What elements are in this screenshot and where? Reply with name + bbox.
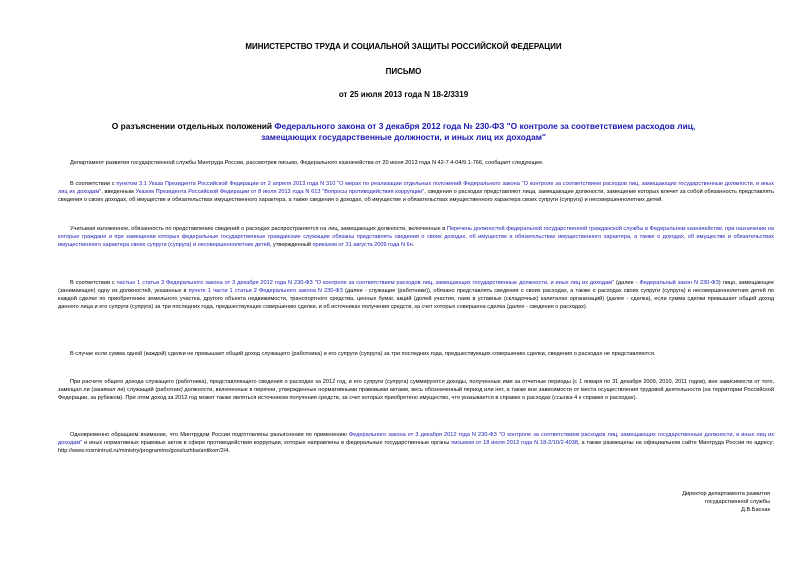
document-title	[95, 121, 712, 143]
signature-name: Д.В.Баснак	[741, 507, 770, 513]
p4-text-1: В соответствии с	[70, 280, 117, 286]
p4-text-4: (далее - служащие (работники)), обязано представлять сведения о своих расходах, а также о расходах своих супруги (супруга) и несовершеннолетних детей по каждой сделке по приобретению земельного участка, другого объекта недвижимости, транспортного средства, ценных бумаг, акций (долей участия, паев в уставных (складочных) капиталах организаций) (далее - сделка), если сумма сделки превышает общий доход данного лица и его супруги (супруга) за три последних года, предшествующих совершению сделки, и об источниках получения средств, за счет которых совершена сделка (далее - сведения о расходах).	[58, 288, 774, 310]
paragraph-7	[58, 431, 774, 455]
p2-decree-613-link[interactable]: Указом Президента Российской Федерации от 8 июля 2013 года N 613 "Вопросы противодействия коррупции"	[135, 189, 425, 195]
title-text: О разъяснении отдельных положений	[111, 121, 275, 131]
p2-text-1: В соответствии с	[70, 181, 117, 187]
paragraph-2	[58, 180, 774, 204]
paragraph-1-text: Департамент развития государственной службы Минтруда России, рассмотрев письмо, Федерального казначейства от 20 июня 2013 года N 42-7.4-04/9.1-766, сообщает следующее.	[70, 160, 544, 166]
signature-block	[570, 490, 770, 514]
p3-positions-list-link[interactable]: Перечень должностей федеральной государственной гражданской службы в Федеральном казначействе, при назначении на которые граждане и при замещении которых федеральные государственные гражданские служащие обязаны представлять сведения о своих доходах, об имуществе и обязательствах имущественного характера, а также о доходах, об имуществе и обязательствах имущественного характера своих супруги (супруга) и несовершеннолетних детей	[58, 226, 774, 248]
p4-article-3-link[interactable]: частью 1 статьи 3 Федерального закона от 3 декабря 2012 года N 230-ФЗ "О контроле за соответствием расходов лиц, замещающих государственные должности, и иных лиц их доходам"	[116, 280, 615, 286]
signature-department: государственной службы	[704, 499, 770, 505]
p3-order-link[interactable]: приказом от 31 августа 2009 года N 6н	[312, 242, 413, 248]
p3-text-1: Учитывая изложенное, обязанность по представлению сведений о расходах распространяется на лиц, замещающих должности, включенные в	[70, 226, 447, 232]
paragraph-5	[58, 350, 774, 358]
p2-decree-310-link[interactable]: пунктом 3.1 Указа Президента Российской Федерации от 2 апреля 2013 года N 310 "О мерах по реализации отдельных положений Федерального закона "О контроле за соответствием расходов лиц, замещающих государственные должности, и иных лиц их доходам"	[58, 181, 774, 195]
p7-text-3: , а также размещены на официальном сайте Минтруда России по адресу: http://www.rosmintrud.ru/ministry/programms/gossluzhba/antikorr/2/4.	[58, 440, 775, 454]
title-law-link[interactable]: Федерального закона от 3 декабря 2012 года № 230-ФЗ "О контроле за соответствием расходов лиц, замещающих государственные должности, и иных лиц их доходам"	[261, 121, 696, 142]
p3-text-2: , утвержденный	[269, 242, 313, 248]
p3-text-3: .	[412, 242, 415, 248]
ministry-heading: МИНИСТЕРСТВО ТРУДА И СОЦИАЛЬНОЙ ЗАЩИТЫ РОССИЙСКОЙ ФЕДЕРАЦИИ	[245, 42, 562, 51]
p7-text-2: и иных нормативных правовых актов в сфере противодействия коррупции, которые направлены в федеральные государственные органы	[82, 440, 452, 446]
paragraph-4	[58, 279, 774, 311]
paragraph-1	[58, 159, 774, 167]
p2-text-2: , введенным	[101, 189, 136, 195]
p7-law-230-link[interactable]: Федерального закона от 3 декабря 2012 года N 230-ФЗ "О контроле за соответствием расходов лиц, замещающих государственные должности, и иных лиц их доходам"	[58, 432, 774, 446]
p7-text-1: Одновременно обращаем внимание, что Минтрудом России подготовлены разъяснения по применению	[70, 432, 349, 438]
paragraph-6	[58, 378, 774, 402]
paragraph-3	[58, 225, 774, 249]
p4-text-3: ) лицо, замещающее (занимающее) одну из должностей, указанных в	[58, 280, 775, 294]
p7-letter-link[interactable]: письмом от 18 июля 2013 года N 18-2/10/2-4038	[451, 440, 579, 446]
p2-text-3: , сведения о расходах представляют лица, замещающие должности, замещение которых влечет за собой обязанность представлять сведения о своих доходах, об имуществе и обязательствах имущественного характера, а также сведения о доходах, об имуществе и обязательствах имущественного характера своих супруги (супруга) и несовершеннолетних детей.	[58, 189, 775, 203]
p4-text-2: (далее -	[614, 280, 640, 286]
p4-law-230-link[interactable]: Федеральный закон N 230-ФЗ	[639, 280, 719, 286]
signature-position: Директор департамента развития	[682, 491, 770, 497]
doc-type-heading: ПИСЬМО	[385, 67, 422, 76]
p4-article-2-link[interactable]: пункте 1 части 1 статьи 2 Федерального закона N 230-ФЗ	[188, 288, 343, 294]
paragraph-5-text: В случае если сумма одной (каждой) сделки не превышает общий доход служащего (работника) и его супруги (супруга) за три последних года, предшествующих совершению сделки, сведения о расходах не представляются.	[70, 351, 656, 357]
doc-date-heading: от 25 июля 2013 года N 18-2/3319	[338, 90, 469, 99]
paragraph-6-text: При расчете общего дохода служащего (работника), представляющего сведения о расходах за 2012 год, и его супруги (супруга) суммируются доходы, полученные ими за отчетные периоды (с 1 января по 31 декабря 2009, 2010, 2011 годов), вне зависимости от того, замещал ли (занимал ли) служащий (работник) должности, включенные в перечни, утвержденные нормативными правовыми актами, весь обозначенный период или нет, а также вне зависимости от места осуществления трудовой деятельности (на территории Российской Федерации, за рубежом). При этом доход за 2012 год может также являться источником получения средств, за счет которых приобретено имущество, что указывается в справке о расходах (ссылка 4 к справке о расходах).	[58, 379, 774, 401]
